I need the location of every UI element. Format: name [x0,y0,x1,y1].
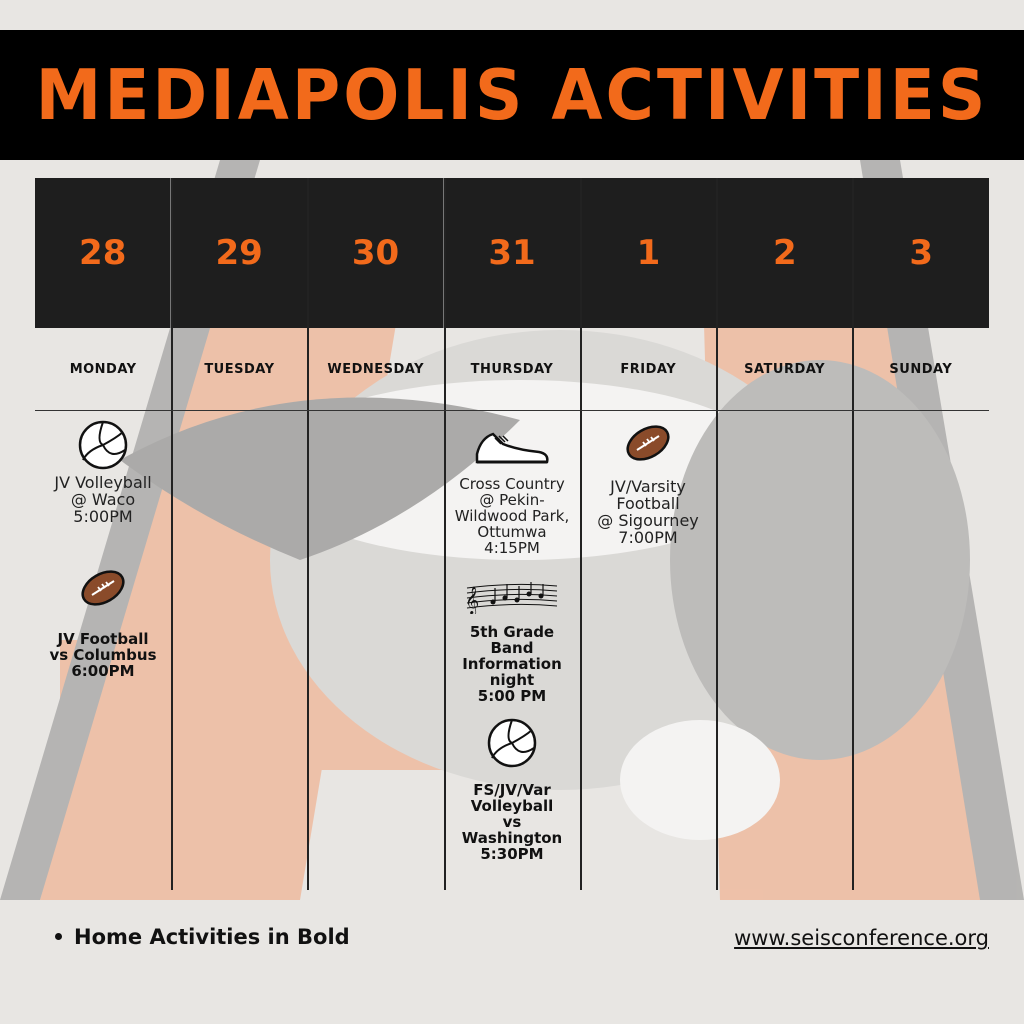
event-line: Ottumwa [477,523,547,541]
event-line: 6:00PM [71,662,135,680]
event-line: JV Football [57,630,149,648]
date-cell: 28 [35,178,171,328]
event [444,578,580,704]
volleyball-icon [487,718,537,768]
event-line: 5:00 PM [477,687,547,705]
date-cell: 29 [171,178,307,328]
event-line: Wildwood Park, [454,507,570,525]
event [444,428,580,556]
weekday-label: MONDAY [69,361,137,377]
bullet-icon [55,933,62,940]
event [580,420,716,546]
event-line: @ Waco [70,490,136,509]
event-line: Cross Country [459,475,565,493]
event-line: 7:00PM [618,528,678,547]
friday-events [580,420,716,546]
event-line: 5:30PM [480,845,544,863]
header-bar [0,30,1024,160]
weekday-label: SUNDAY [889,361,953,377]
date-cell: 30 [308,178,444,328]
note-text: Home Activities in Bold [74,925,350,949]
event-line: night [489,671,535,689]
running-shoe-icon [473,428,551,468]
event-line: Volleyball [470,797,554,815]
weekday-label: FRIDAY [620,361,677,377]
event-line: FS/JV/Var [473,781,551,799]
event-line: JV Volleyball [54,473,152,492]
column-divider [716,178,718,890]
event-line: Washington [461,829,563,847]
svg-text:𝄞: 𝄞 [465,586,480,614]
event-line: vs Columbus [49,646,157,664]
weekday-label: THURSDAY [470,361,554,377]
home-activities-note [55,925,350,949]
column-divider [171,178,173,890]
date-cell: 3 [909,233,934,273]
column-divider [307,178,309,890]
weekday-label: TUESDAY [204,361,275,377]
column-divider [852,178,854,890]
date-cell: 31 [444,178,580,328]
calendar-grid [35,328,989,890]
date-cell: 2 [717,178,853,328]
date-cell: 1 [581,178,717,328]
website-link[interactable]: www.seisconference.org [734,926,989,950]
music-notes-icon [463,578,561,614]
event-line: @ Pekin- [479,491,545,509]
date-row [35,178,989,328]
event-line: @ Sigourney [597,511,699,530]
weekday-label: WEDNESDAY [327,361,425,377]
weekday-row [35,328,989,411]
football-icon [78,565,128,611]
event-line: 4:15PM [484,539,540,557]
event [444,718,580,862]
event-line: Information [462,655,562,673]
monday-events [35,420,171,679]
event-line: vs [502,813,522,831]
event-line: Football [616,494,680,513]
football-icon [623,420,673,466]
event-line: 5th Grade [469,623,555,641]
event-line: 5:00PM [73,507,133,526]
page-title: MEDIAPOLIS ACTIVITIES [35,54,989,136]
event-line: Band [490,639,534,657]
volleyball-icon [78,420,128,470]
thursday-events [444,428,580,862]
event [35,420,171,525]
event [35,565,171,679]
weekday-label: SATURDAY [744,361,825,377]
event-line: JV/Varsity [610,477,686,496]
